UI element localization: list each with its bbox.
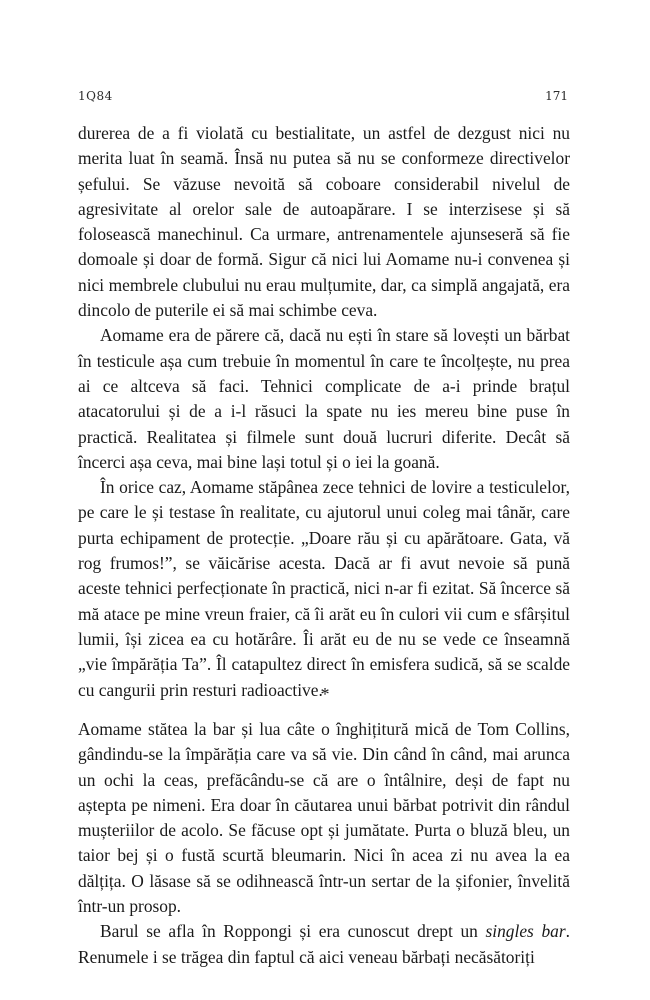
italic-term: singles bar (485, 921, 566, 942)
text-section-1 (78, 121, 570, 703)
running-header (78, 89, 568, 109)
paragraph: În orice caz, Aomame stăpânea zece tehnici de lovire a testiculelor, pe care le și testase în realitate, cu ajutorul unui coleg mai tânăr, care purta echipament de protecție. „Doare rău și cu apărătoare. Gata, vă rog frumos!”, se văicărise acesta. Dacă ar fi avut nevoie să pună aceste tehnici perfecționate în practică, nici n-ar fi ezitat. Să încerce să mă atace pe mine vreun fraier, că îi arăt eu în culori vii cum e sfârșitul lumii, își zicea ea cu hotărâre. Îi arăt eu de nu se vede ce înseamnă „vie împărăția Ta”. Îl catapultez direct în emisfera sudică, să se scalde cu cangurii prin resturi radioactive. (78, 477, 570, 700)
paragraph (78, 919, 570, 970)
text-run: Barul se afla în Roppongi și era cunoscut drept un (100, 921, 486, 942)
book-title: 1Q84 (78, 89, 113, 103)
paragraph: durerea de a fi violată cu bestialitate, un astfel de dezgust nici nu merita luat în seamă. Însă nu putea să nu se conformeze directivelor șefului. Se văzuse nevoită să coboare considerabil nivelul de agresivitate al orelor sale de autoapărare. I se interzisese și să folosească manechinul. Ca urmare, antrenamentele ajunseseră să fie domoale și doar de formă. Sigur că nici lui Aomame nu-i convenea și nici membrele clubului nu erau mulțumite, dar, ca simplă angajată, era dincolo de puterile ei să mai schimbe ceva. (78, 123, 570, 321)
paragraph: Aomame stătea la bar și lua câte o înghițitură mică de Tom Collins, gândindu-se la împărăția care va să vie. Din când în când, mai arunca un ochi la ceas, prefăcându-se că are o întâlnire, deși de fapt nu aștepta pe nimeni. Era doar în căutarea unui bărbat potrivit din rândul mușteriilor de acolo. Se făcuse opt și jumătate. Purta o bluză bleu, un taior bej și o fustă scurtă bleumarin. Nici în acea zi nu avea la ea dălțița. O lăsase să se odihnească într-un sertar de la șifonier, învelită într-un prosop. (78, 719, 570, 917)
text-section-2 (78, 717, 570, 970)
section-separator: * (320, 684, 330, 704)
page-number: 171 (545, 89, 568, 103)
paragraph: Aomame era de părere că, dacă nu ești în stare să lovești un bărbat în testicule așa cum trebuie în momentul în care te încolțește, nu prea ai ce altceva să faci. Tehnici complicate de a-i prinde brațul atacatorului și de a i-l răsuci la spate nu ies mereu bine puse în practică. Realitatea și filmele sunt două lucruri diferite. Decât să încerci așa ceva, mai bine lași totul și o iei la goană. (78, 325, 570, 472)
text-run: . Renumele i se trăgea din faptul că aici veneau bărbați necăsătoriți (78, 921, 570, 967)
